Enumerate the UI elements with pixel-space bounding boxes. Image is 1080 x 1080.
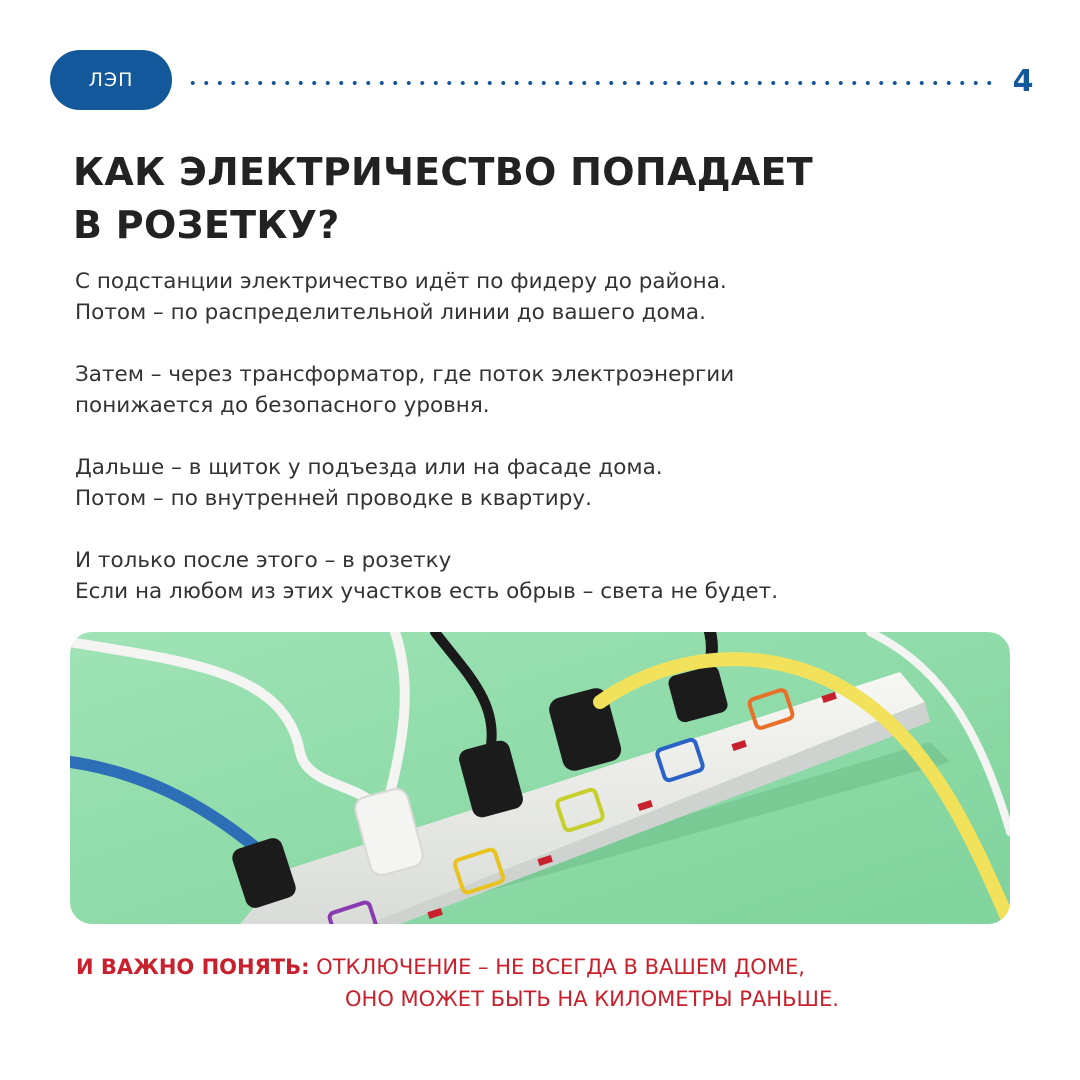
paragraph-4 [75, 545, 1035, 607]
page-title [73, 146, 813, 252]
dotted-divider [186, 81, 994, 85]
body-text [75, 266, 1035, 638]
paragraph-line: Потом – по внутренней проводке в квартиру. [75, 486, 592, 511]
paragraph-1 [75, 266, 1035, 328]
title-line-2: В РОЗЕТКУ? [73, 203, 340, 247]
important-note [76, 951, 805, 983]
note-line-1: ОТКЛЮЧЕНИЕ – НЕ ВСЕГДА В ВАШЕМ ДОМЕ, [309, 955, 805, 979]
paragraph-line: Дальше – в щиток у подъезда или на фасаде дома. [75, 455, 663, 480]
paragraph-line: понижается до безопасного уровня. [75, 393, 490, 418]
paragraph-2 [75, 359, 1035, 421]
paragraph-line: С подстанции электричество идёт по фидеру до района. [75, 269, 727, 294]
power-strip-photo [70, 632, 1010, 924]
note-lead: И ВАЖНО ПОНЯТЬ: [76, 955, 310, 979]
title-line-1: КАК ЭЛЕКТРИЧЕСТВО ПОПАДАЕТ [73, 150, 814, 194]
paragraph-line: И только после этого – в розетку [75, 548, 452, 573]
paragraph-line: Затем – через трансформатор, где поток электроэнергии [75, 362, 735, 387]
paragraph-line: Потом – по распределительной линии до вашего дома. [75, 300, 706, 325]
section-tag [50, 50, 172, 110]
paragraph-line: Если на любом из этих участков есть обрыв – света не будет. [75, 579, 779, 604]
paragraph-3 [75, 452, 1035, 514]
note-line-2: ОНО МОЖЕТ БЫТЬ НА КИЛОМЕТРЫ РАНЬШЕ. [345, 987, 839, 1011]
section-tag-label: ЛЭП [88, 69, 134, 91]
page-number: 4 [1012, 64, 1034, 99]
